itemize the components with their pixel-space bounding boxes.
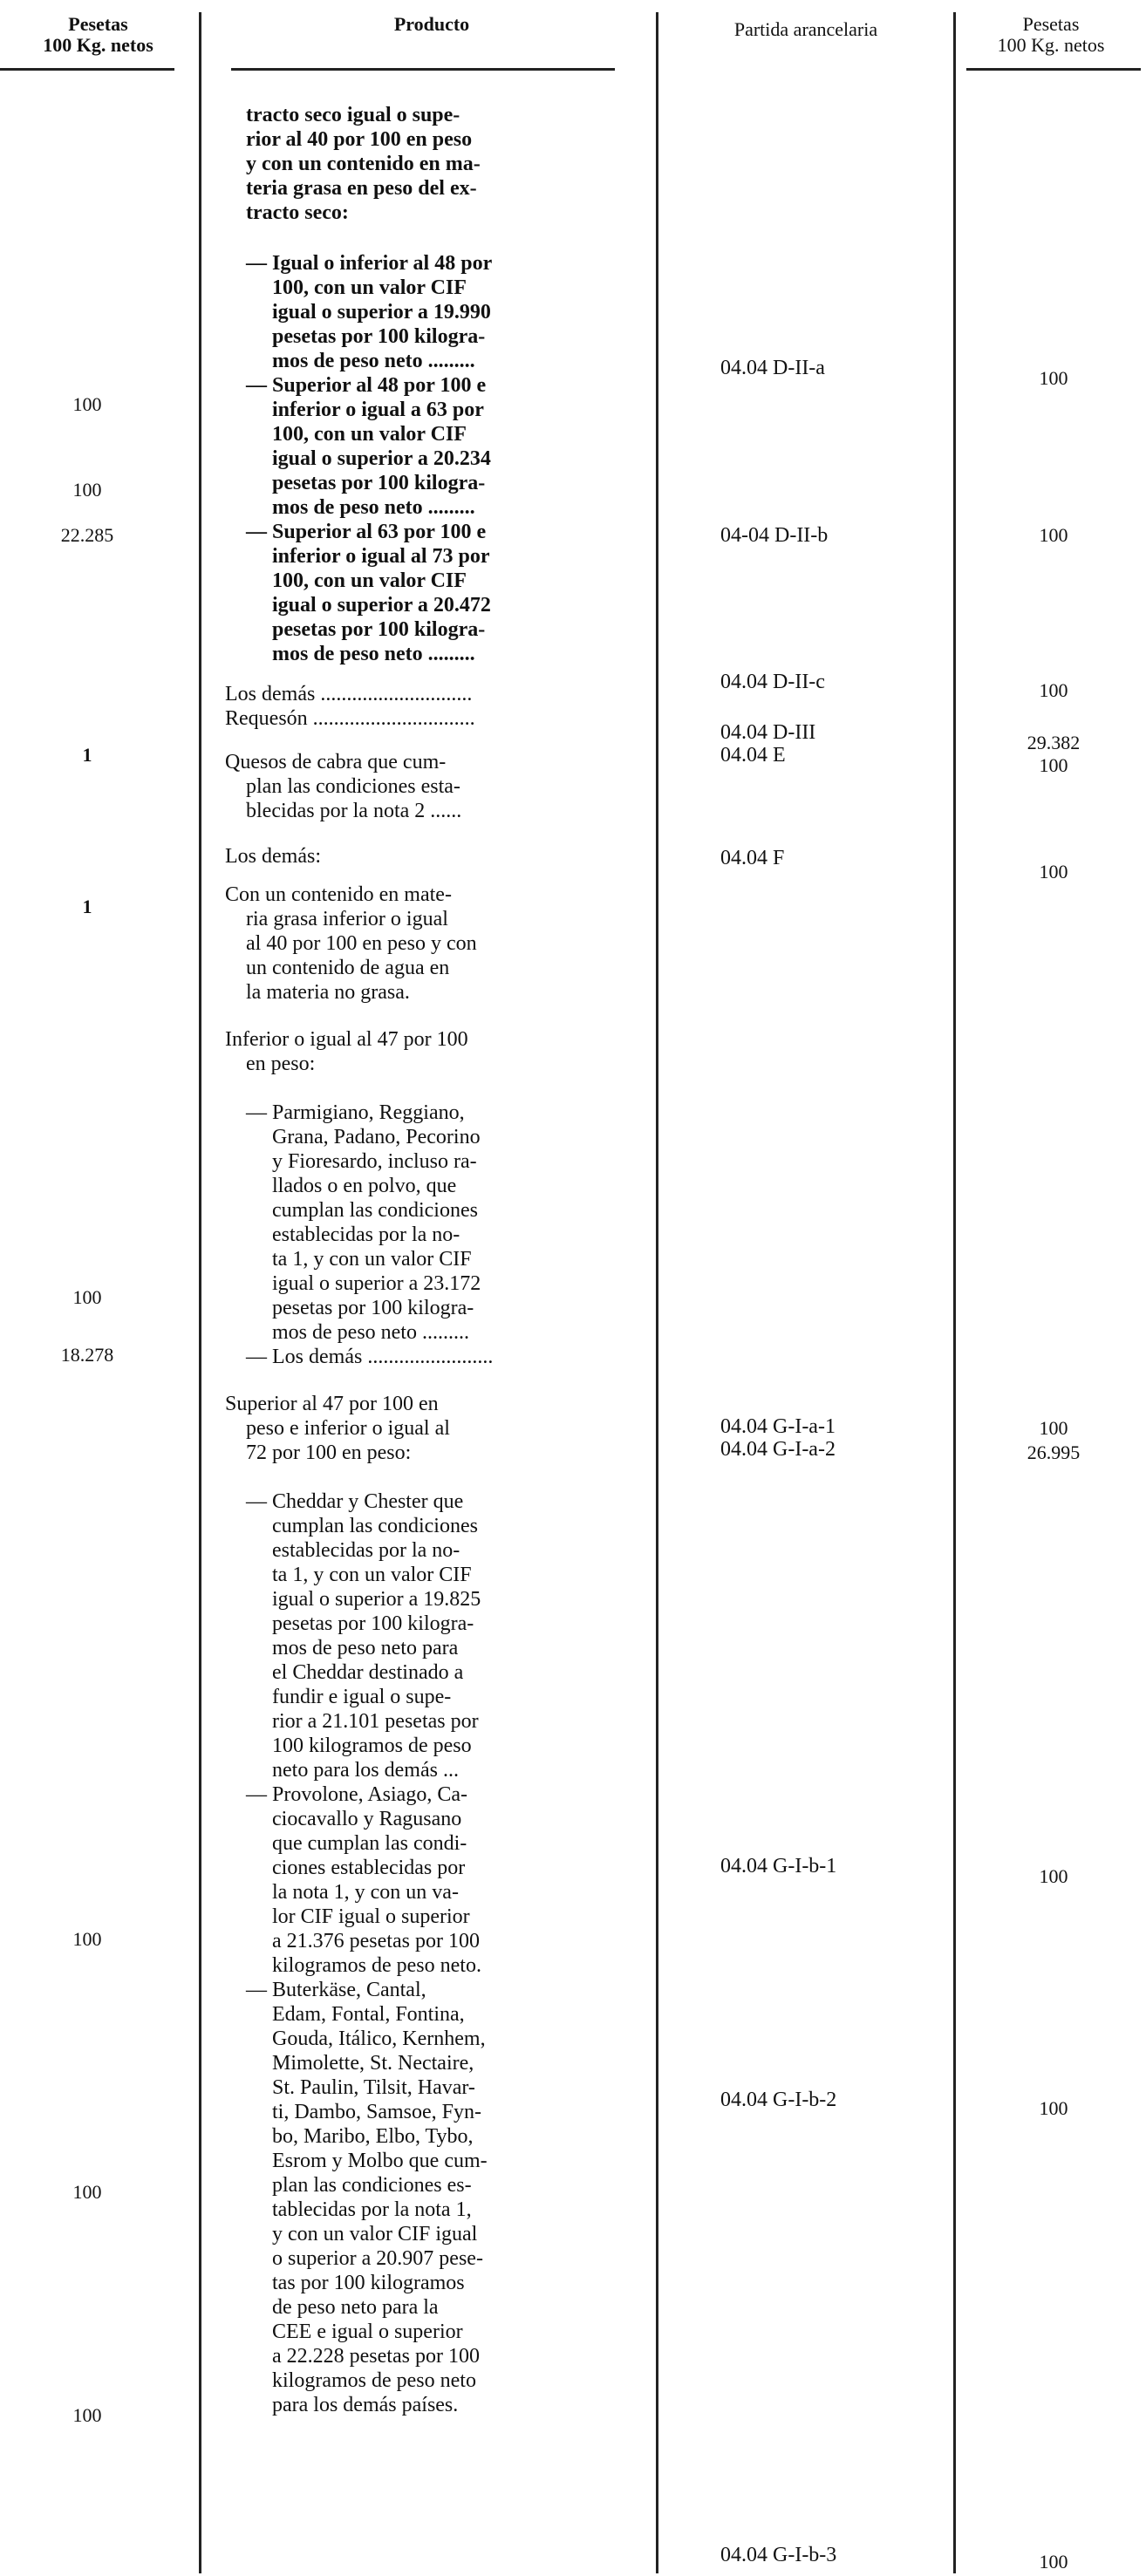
product-line: y Fioresardo, incluso ra- (272, 1150, 477, 1173)
header-rule-left (0, 68, 174, 71)
product-line: mos de peso neto ......... (272, 643, 475, 665)
product-line: mos de peso neto ......... (272, 350, 475, 372)
product-line: tas por 100 kilogramos (272, 2272, 465, 2294)
product-line: ta 1, y con un valor CIF (272, 1248, 472, 1271)
product-line: — Los demás ........................ (246, 1346, 494, 1368)
product-line: pesetas por 100 kilogra- (272, 472, 486, 494)
right-value: 100 (1039, 367, 1068, 389)
header-rule-product (231, 68, 615, 71)
product-line: ciones establecidas por (272, 1857, 466, 1879)
product-line: a 22.228 pesetas por 100 (272, 2345, 480, 2368)
product-line: y con un valor CIF igual (272, 2223, 478, 2245)
product-line: igual o superior a 20.234 (272, 447, 491, 470)
product-line: tracto seco: (246, 201, 349, 224)
tariff-code: 04.04 D-III (720, 721, 816, 744)
product-line: cumplan las condiciones (272, 1199, 478, 1222)
product-line: peso e inferior o igual al (246, 1417, 450, 1440)
product-line: igual o superior a 20.472 (272, 594, 491, 617)
product-line: 100 kilogramos de peso (272, 1734, 472, 1757)
product-line: tracto seco igual o supe- (246, 104, 460, 126)
product-line: pesetas por 100 kilogra- (272, 325, 486, 348)
product-line: St. Paulin, Tilsit, Havar- (272, 2076, 475, 2099)
header-pesetas-left-line1: Pesetas (68, 13, 128, 35)
product-line: tablecidas por la nota 1, (272, 2198, 472, 2221)
product-line: a 21.376 pesetas por 100 (272, 1930, 480, 1952)
product-line: ria grasa inferior o igual (246, 908, 448, 930)
product-line: el Cheddar destinado a (272, 1661, 464, 1684)
product-line: inferior o igual al 73 por (272, 545, 490, 568)
header-partida: Partida arancelaria (733, 18, 878, 40)
product-line: — Parmigiano, Reggiano, (246, 1101, 465, 1124)
header-pesetas-right-line2: 100 Kg. netos (997, 34, 1105, 56)
product-line: un contenido de agua en (246, 957, 450, 979)
header-pesetas-right-line1: Pesetas (1022, 13, 1080, 35)
product-line: cumplan las condiciones (272, 1515, 478, 1537)
product-line: bo, Maribo, Elbo, Tybo, (272, 2125, 474, 2148)
product-line: Requesón ............................... (225, 707, 475, 730)
product-line: Inferior o igual al 47 por 100 (225, 1028, 468, 1051)
left-value: 100 (72, 2181, 102, 2203)
product-line: ti, Dambo, Samsoe, Fyn- (272, 2101, 481, 2123)
product-line: que cumplan las condi- (272, 1832, 467, 1855)
product-line: establecidas por la no- (272, 1539, 460, 1562)
right-value: 29.382 (1027, 732, 1081, 753)
product-line: pesetas por 100 kilogra- (272, 618, 486, 641)
header-pesetas-right (956, 14, 1146, 56)
header-pesetas-left-line2: 100 Kg. netos (43, 34, 153, 56)
product-line: mos de peso neto ......... (272, 1321, 469, 1344)
right-value: 100 (1039, 1865, 1068, 1887)
product-line: rior a 21.101 pesetas por (272, 1710, 479, 1733)
product-line: Gouda, Itálico, Kernhem, (272, 2027, 486, 2050)
tariff-code: 04.04 F (720, 847, 785, 869)
tariff-code: 04.04 G-I-b-1 (720, 1855, 837, 1877)
product-line: pesetas por 100 kilogra- (272, 1297, 474, 1319)
product-line: la nota 1, y con un va- (272, 1881, 459, 1904)
product-line: — Cheddar y Chester que (246, 1490, 464, 1513)
column-rule-2 (656, 12, 658, 2573)
product-line: teria grasa en peso del ex- (246, 177, 477, 200)
right-value: 100 (1039, 524, 1068, 546)
product-line: 72 por 100 en peso: (246, 1441, 412, 1464)
product-line: en peso: (246, 1053, 316, 1075)
product-line: igual o superior a 19.825 (272, 1588, 481, 1611)
product-line: ciocavallo y Ragusano (272, 1808, 462, 1830)
left-value: 100 (72, 393, 102, 415)
product-line: — Igual o inferior al 48 por (246, 252, 493, 275)
product-line: mos de peso neto para (272, 1637, 459, 1659)
product-line: — Superior al 48 por 100 e (246, 374, 487, 397)
left-value: 100 (72, 479, 102, 501)
product-line: 100, con un valor CIF (272, 569, 467, 592)
product-line: 100, con un valor CIF (272, 423, 467, 446)
left-value: 1 (82, 744, 92, 766)
product-line: Mimolette, St. Nectaire, (272, 2052, 474, 2075)
header-rule-right (966, 68, 1141, 71)
right-value: 100 (1039, 861, 1068, 883)
left-value: 100 (72, 1928, 102, 1950)
product-line: Con un contenido en mate- (225, 883, 452, 906)
tariff-code: 04-04 D-II-b (720, 524, 829, 547)
product-line: rior al 40 por 100 en peso (246, 128, 473, 151)
right-value: 100 (1039, 2097, 1068, 2119)
product-line: o superior a 20.907 pese- (272, 2247, 483, 2270)
right-value: 100 (1039, 754, 1068, 776)
left-value: 100 (72, 2404, 102, 2426)
product-line: Los demás ............................. (225, 683, 473, 705)
product-line: ta 1, y con un valor CIF (272, 1564, 472, 1586)
product-line: Grana, Padano, Pecorino (272, 1126, 481, 1148)
left-value: 22.285 (60, 524, 114, 546)
left-value: 1 (82, 896, 92, 917)
tariff-code: 04.04 D-II-c (720, 671, 825, 693)
left-value: 18.278 (60, 1344, 114, 1366)
product-line: fundir e igual o supe- (272, 1686, 452, 1708)
product-line: igual o superior a 19.990 (272, 301, 491, 324)
left-value: 100 (72, 1286, 102, 1308)
product-line: blecidas por la nota 2 ...... (246, 800, 462, 822)
product-line: y con un contenido en ma- (246, 153, 481, 175)
product-line: kilogramos de peso neto. (272, 1954, 481, 1977)
tariff-code: 04.04 G-I-a-2 (720, 1438, 836, 1461)
product-line: — Superior al 63 por 100 e (246, 521, 487, 543)
product-line: establecidas por la no- (272, 1223, 460, 1246)
product-line: llados o en polvo, que (272, 1175, 457, 1197)
product-line: lor CIF igual o superior (272, 1905, 470, 1928)
product-line: de peso neto para la (272, 2296, 439, 2319)
product-line: Superior al 47 por 100 en (225, 1393, 439, 1415)
tariff-code: 04.04 G-I-a-1 (720, 1415, 836, 1438)
product-line: al 40 por 100 en peso y con (246, 932, 477, 955)
product-line: Los demás: (225, 845, 321, 868)
tariff-code: 04.04 D-II-a (720, 357, 825, 379)
right-value: 100 (1039, 2551, 1068, 2573)
column-rule-1 (199, 12, 201, 2573)
right-value: 100 (1039, 1417, 1068, 1439)
product-line: Esrom y Molbo que cum- (272, 2150, 488, 2172)
product-line: plan las condiciones es- (272, 2174, 472, 2197)
product-line: para los demás países. (272, 2394, 459, 2416)
product-line: neto para los demás ... (272, 1759, 459, 1782)
product-line: — Provolone, Asiago, Ca- (246, 1783, 467, 1806)
product-line: kilogramos de peso neto (272, 2369, 476, 2392)
product-line: la materia no grasa. (246, 981, 410, 1004)
product-line: Edam, Fontal, Fontina, (272, 2003, 465, 2026)
right-value: 26.995 (1027, 1441, 1081, 1463)
product-line: inferior o igual a 63 por (272, 399, 484, 421)
product-line: CEE e igual o superior (272, 2320, 463, 2343)
product-line: 100, con un valor CIF (272, 276, 467, 299)
tariff-code: 04.04 G-I-b-3 (720, 2544, 837, 2566)
right-value: 100 (1039, 679, 1068, 701)
product-line: — Buterkäse, Cantal, (246, 1979, 426, 2001)
column-rule-3 (953, 12, 956, 2573)
tariff-code: 04.04 G-I-b-2 (720, 2089, 837, 2111)
product-line: mos de peso neto ......... (272, 496, 475, 519)
header-producto: Producto (393, 13, 470, 35)
product-line: igual o superior a 23.172 (272, 1272, 481, 1295)
product-line: plan las condiciones esta- (246, 775, 460, 798)
product-line: Quesos de cabra que cum- (225, 751, 447, 773)
header-pesetas-left (0, 14, 196, 56)
tariff-code: 04.04 E (720, 744, 786, 767)
product-line: pesetas por 100 kilogra- (272, 1612, 474, 1635)
